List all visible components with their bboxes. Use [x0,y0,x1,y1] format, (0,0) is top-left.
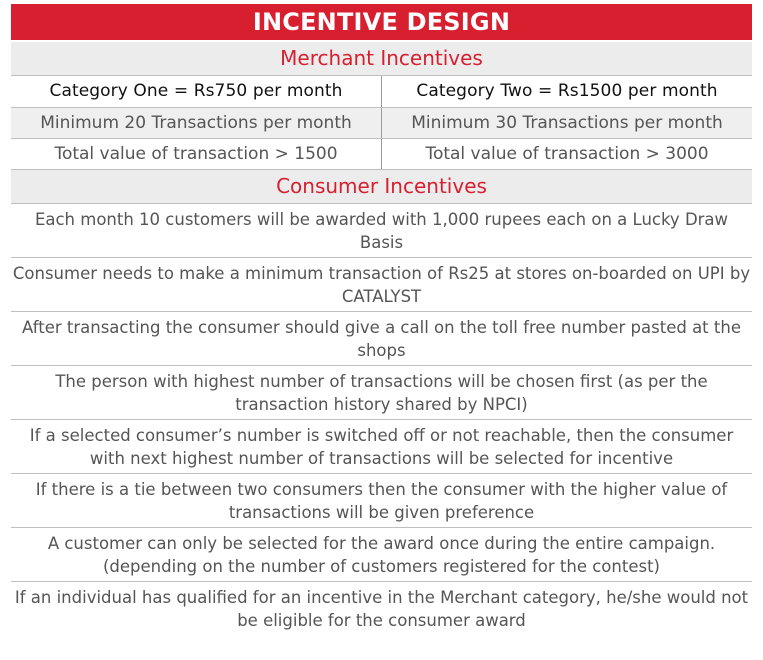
consumer-rule-row: Consumer needs to make a minimum transaction of Rs25 at stores on-boarded on UPI by CATALYST [11,258,752,312]
merchant-incentives-heading: Merchant Incentives [11,40,752,76]
merchant-category-header-row [11,76,752,108]
category-one-label: Category One = Rs750 per month [11,76,382,107]
category-two-min-transactions: Minimum 30 Transactions per month [411,113,723,133]
category-two-total-value: Total value of transaction > 3000 [425,144,709,164]
consumer-rule-row: After transacting the consumer should give a call on the toll free number pasted at the shops [11,312,752,366]
incentive-design-table [11,4,752,636]
consumer-rule-row: If there is a tie between two consumers then the consumer with the higher value of transactions will be given preference [11,474,752,528]
merchant-total-value-row [11,139,752,170]
consumer-rule-row: A customer can only be selected for the award once during the entire campaign. (depending on the number of customers registered for the contest) [11,528,752,582]
consumer-rule-row: The person with highest number of transactions will be chosen first (as per the transaction history shared by NPCI) [11,366,752,420]
consumer-rule-row: Each month 10 customers will be awarded with 1,000 rupees each on a Lucky Draw Basis [11,204,752,258]
consumer-incentives-heading: Consumer Incentives [11,170,752,204]
category-two-label: Category Two = Rs1500 per month [416,81,718,101]
category-one-total-value: Total value of transaction > 1500 [11,139,382,169]
category-one-min-transactions: Minimum 20 Transactions per month [11,108,382,138]
merchant-min-transactions-row [11,108,752,139]
consumer-rule-row: If a selected consumer’s number is switched off or not reachable, then the consumer with next highest number of transactions will be selected for incentive [11,420,752,474]
document-title: INCENTIVE DESIGN [11,4,752,40]
consumer-rule-row: If an individual has qualified for an incentive in the Merchant category, he/she would not be eligible for the consumer award [14,588,749,630]
